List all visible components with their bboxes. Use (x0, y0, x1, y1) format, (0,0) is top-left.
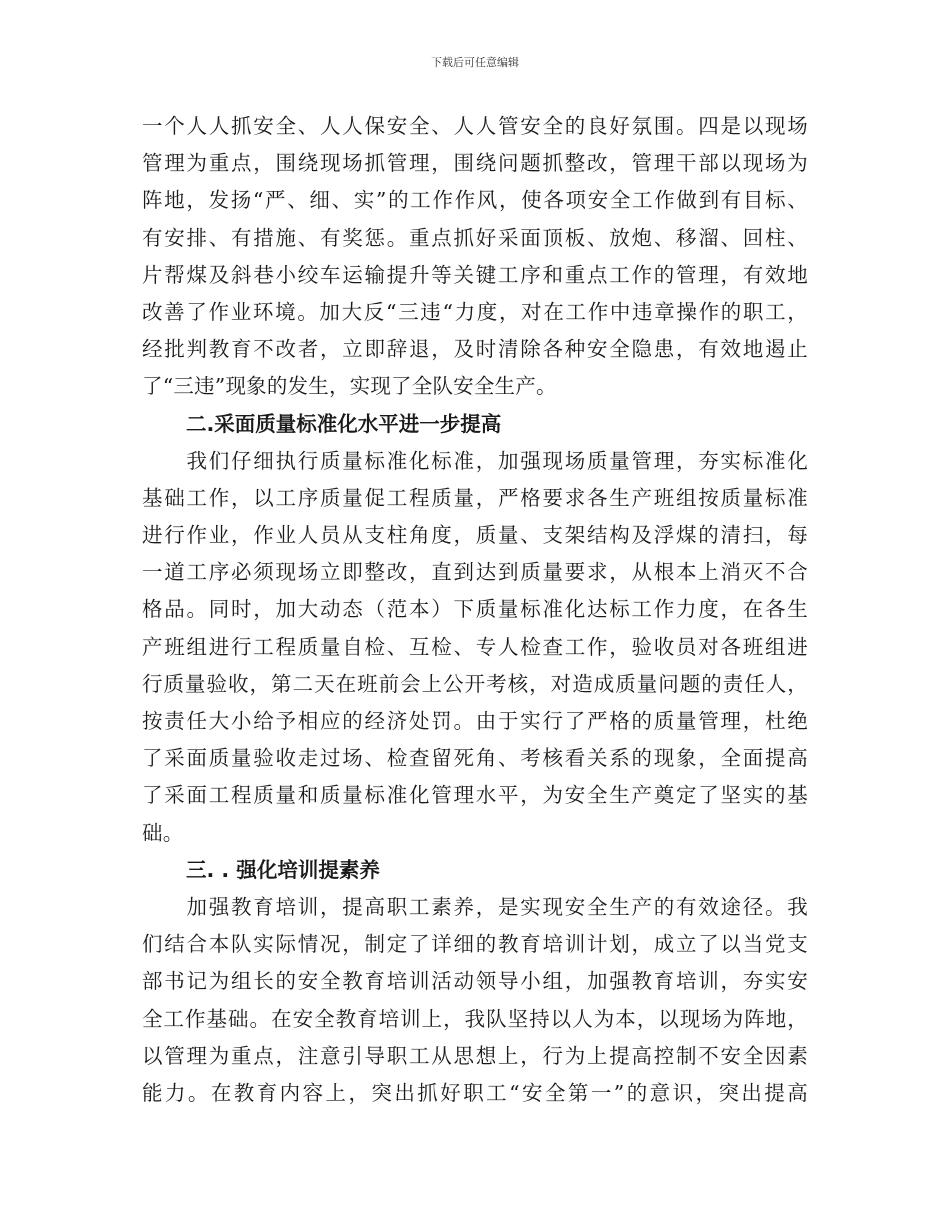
document-body (142, 108, 808, 1112)
text-line: 阵地，发扬“严、细、实”的工作作风，使各项安全工作做到有目标、 (142, 188, 808, 213)
text-line: 了“三违”现象的发生，实现了全队安全生产。 (142, 374, 557, 399)
text-line: 全工作基础。在安全教育培训上，我队坚持以人为本，以现场为阵地， (142, 1006, 808, 1031)
section-heading-quality: 二.采面质量标准化水平进一步提高 (186, 411, 502, 436)
paragraph-training (142, 889, 808, 1112)
text-line: 一道工序必须现场立即整改，直到达到质量要求，从根本上消灭不合 (142, 560, 808, 585)
text-line: 管理为重点，围绕现场抓管理，围绕问题抓整改，管理干部以现场为 (142, 151, 808, 176)
text-line: 了采面工程质量和质量标准化管理水平，为安全生产奠定了坚实的基 (142, 783, 808, 808)
text-line: 部书记为组长的安全教育培训活动领导小组，加强教育培训，夯实安 (142, 969, 808, 994)
text-line: 们结合本队实际情况，制定了详细的教育培训计划，成立了以当党支 (142, 932, 808, 957)
text-line: 进行作业，作业人员从支柱角度，质量、支架结构及浮煤的清扫，每 (142, 523, 808, 548)
paragraph-quality-standard (142, 443, 808, 852)
section-heading-training: 三. . 强化培训提素养 (186, 857, 380, 882)
text-line: 以管理为重点，注意引导职工从思想上，行为上提高控制不安全因素 (142, 1043, 808, 1068)
text-line: 加强教育培训，提高职工素养，是实现安全生产的有效途径。我 (142, 894, 808, 919)
text-line: 我们仔细执行质量标准化标准，加强现场质量管理，夯实标准化 (142, 448, 808, 473)
text-line: 格品。同时，加大动态（范本）下质量标准化达标工作力度，在各生 (142, 597, 808, 622)
text-line: 经批判教育不改者，立即辞退，及时清除各种安全隐患，有效地遏止 (142, 337, 808, 362)
text-line: 行质量验收，第二天在班前会上公开考核，对造成质量问题的责任人， (142, 671, 808, 696)
text-line: 按责任大小给予相应的经济处罚。由于实行了严格的质量管理，杜绝 (142, 709, 808, 733)
text-line: 一个人人抓安全、人人保安全、人人管安全的良好氛围。四是以现场 (142, 114, 808, 138)
text-line: 片帮煤及斜巷小绞车运输提升等关键工序和重点工作的管理，有效地 (142, 262, 808, 287)
text-line: 础。 (142, 820, 184, 845)
text-line: 改善了作业环境。加大反“三违“力度，对在工作中违章操作的职工， (142, 299, 808, 324)
text-line: 基础工作，以工序质量促工程质量，严格要求各生产班组按质量标准 (142, 485, 808, 510)
text-line: 产班组进行工程质量自检、互检、专人检查工作，验收员对各班组进 (142, 634, 808, 659)
page-header-note: 下载后可任意编辑 (431, 56, 519, 69)
paragraph-safety-management (142, 108, 808, 406)
text-line: 能力。在教育内容上，突出抓好职工“安全第一”的意识，突出提高 (142, 1080, 808, 1105)
text-line: 了采面质量验收走过场、检查留死角、考核看关系的现象，全面提高 (142, 746, 808, 771)
text-line: 有安排、有措施、有奖惩。重点抓好采面顶板、放炮、移溜、回柱、 (142, 225, 808, 250)
